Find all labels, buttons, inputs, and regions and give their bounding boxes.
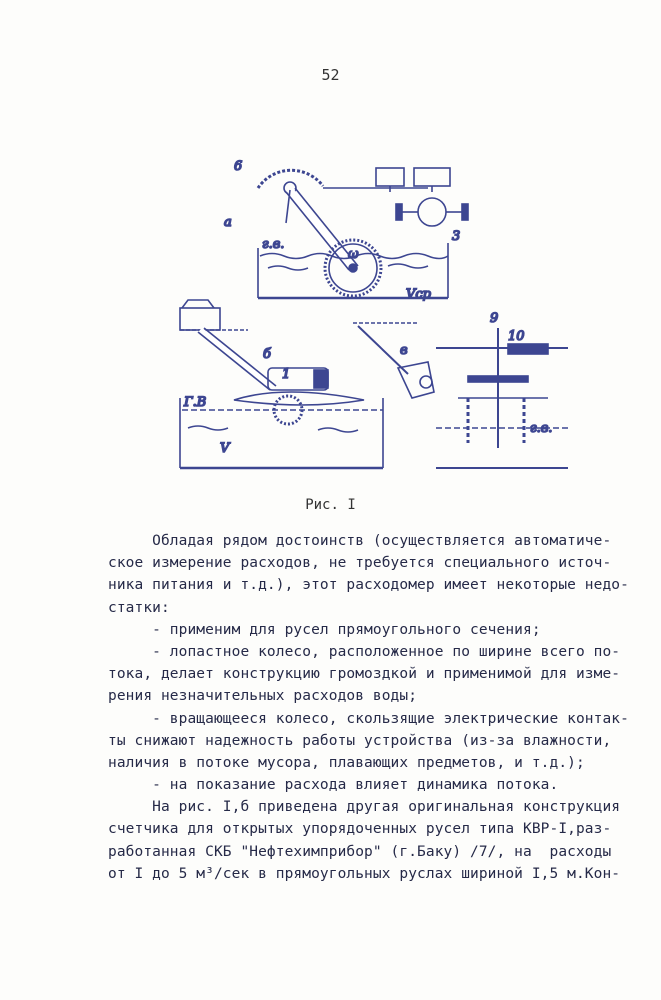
text-line: - лопастное колесо, расположенное по ширине всего по- xyxy=(108,643,621,660)
text-line: от I до 5 м³/сек в прямоугольных руслах шириной I,5 м.Кон- xyxy=(108,865,621,882)
figure-mechanism-diagram xyxy=(168,148,588,488)
label-6: 6 xyxy=(234,159,243,174)
page-number: 52 xyxy=(321,66,340,84)
label-omega: ω xyxy=(348,247,359,262)
label-v: V xyxy=(220,441,230,456)
label-vcp: Vср xyxy=(406,287,431,302)
text-line: наличия в потоке мусора, плавающих предметов, и т.д.); xyxy=(108,754,585,771)
label-1: 1 xyxy=(282,367,291,382)
text-line: - вращающееся колесо, скользящие электрические контак- xyxy=(108,710,629,727)
label-v-diagram: в xyxy=(400,343,408,358)
text-line: тока, делает конструкцию громоздкой и применимой для изме- xyxy=(108,666,621,683)
diagram-detail xyxy=(436,311,568,468)
diagram-b xyxy=(180,300,383,468)
text-line: ника питания и т.д.), этот расходомер имеет некоторые недо- xyxy=(108,577,629,594)
label-gv-a: г.в. xyxy=(262,237,285,252)
label-3: 3 xyxy=(452,229,461,244)
label-10: 10 xyxy=(508,329,525,344)
text-line: счетчика для открытых упорядоченных русел типа КВР-I,раз- xyxy=(108,821,612,838)
text-line: - применим для русел прямоугольного сечения; xyxy=(108,621,541,638)
diagram-v xyxy=(353,323,434,398)
diagram-svg xyxy=(168,148,588,488)
label-gv-detail: г.в. xyxy=(530,421,553,436)
text-line: На рис. I,б приведена другая оригинальная конструкция xyxy=(108,799,621,816)
text-line: - на показание расхода влияет динамика потока. xyxy=(108,777,559,794)
label-gv-b: Г.В xyxy=(184,395,207,410)
label-9: 9 xyxy=(490,311,499,326)
label-a: а xyxy=(224,215,232,230)
text-line: статки: xyxy=(108,599,170,616)
label-b: б xyxy=(263,347,271,362)
text-line: рения незначительных расходов воды; xyxy=(108,688,418,705)
text-line: ты снижают надежность работы устройства (из-за влажности, xyxy=(108,732,612,749)
body-text xyxy=(108,530,629,885)
figure-caption: Рис. I xyxy=(305,497,356,513)
text-line: ское измерение расходов, не требуется специального источ- xyxy=(108,555,612,572)
text-line: Обладая рядом достоинств (осуществляется автоматиче- xyxy=(108,533,612,549)
text-line: работанная СКБ "Нефтехимприбор" (г.Баку) /7/, на расходы xyxy=(108,843,612,860)
diagram-a xyxy=(224,159,468,302)
